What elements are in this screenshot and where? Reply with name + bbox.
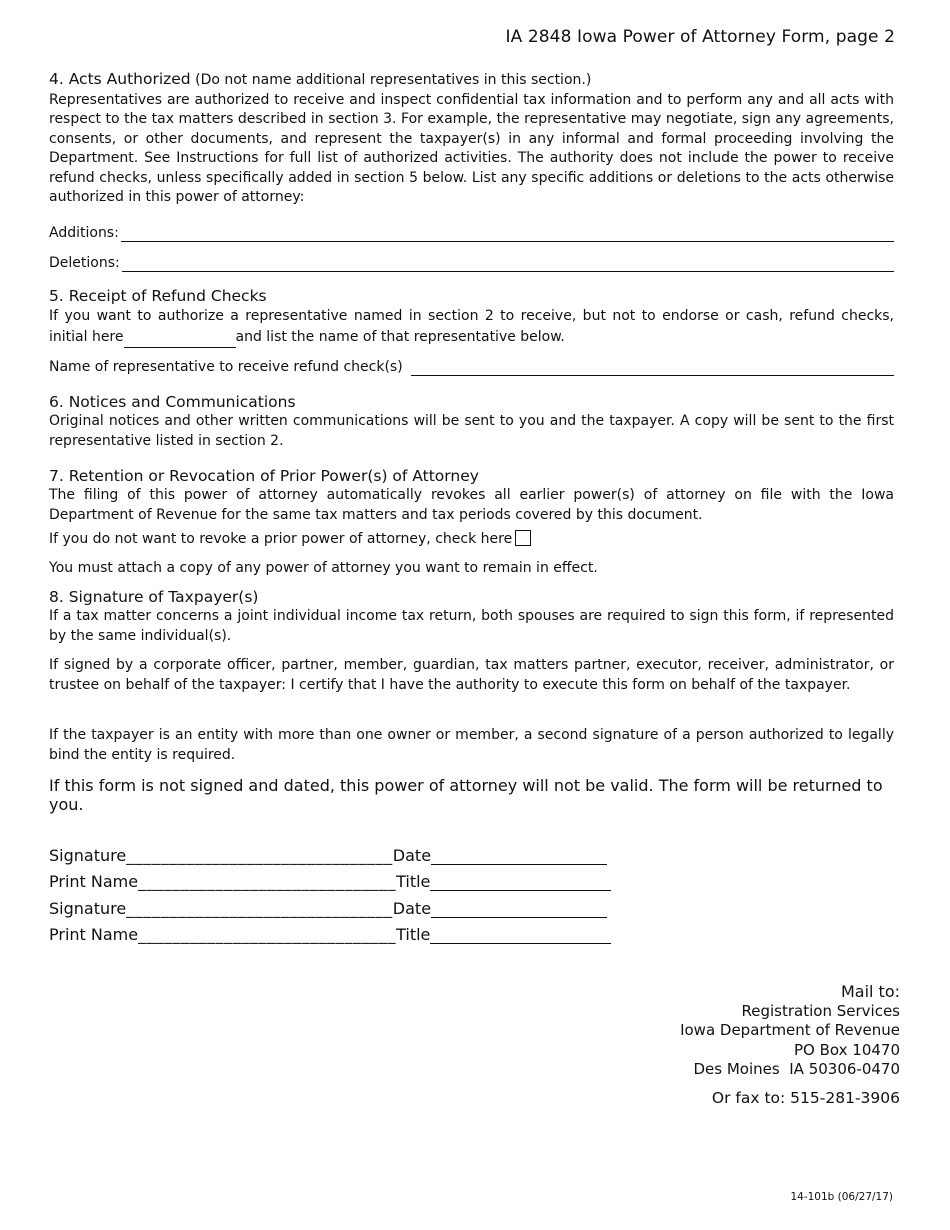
mail-to-block xyxy=(680,982,900,1108)
title-input-2[interactable] xyxy=(430,926,611,944)
section-7-heading: 7. Retention or Revocation of Prior Power(s) of Attorney xyxy=(49,467,479,485)
section-4-heading: 4. Acts Authorized xyxy=(49,70,191,88)
deletions-field-row xyxy=(49,250,894,272)
section-7 xyxy=(49,466,894,525)
title-label-1: Title xyxy=(396,872,431,891)
section-6-heading: 6. Notices and Communications xyxy=(49,393,296,411)
signature-row-2 xyxy=(49,899,607,921)
refund-rep-label: Name of representative to receive refund check(s) xyxy=(49,359,403,375)
mail-address-line-2: Iowa Department of Revenue xyxy=(680,1021,900,1039)
signature-label-2: Signature xyxy=(49,899,127,918)
section-6-body: Original notices and other written communications will be sent to you and the taxpayer. A copy will be sent to the first representative listed in section 2. xyxy=(49,413,894,449)
refund-rep-field-row xyxy=(49,354,894,376)
section-6 xyxy=(49,392,894,451)
signature-label-1: Signature xyxy=(49,846,127,865)
section-8-heading: 8. Signature of Taxpayer(s) xyxy=(49,588,259,606)
section-5-body xyxy=(49,306,894,348)
section-4-note: (Do not name additional representatives in this section.) xyxy=(195,72,592,88)
form-number: 14-101b (06/27/17) xyxy=(790,1191,893,1203)
additions-input[interactable] xyxy=(121,223,894,242)
section-8-paragraph-1: If a tax matter concerns a joint individual income tax return, both spouses are required to sign this form, if represented by the same individual(s). xyxy=(49,608,894,644)
section-4 xyxy=(49,69,894,208)
print-name-line-2[interactable]: ______________________________ xyxy=(138,925,397,944)
section-5 xyxy=(49,286,894,348)
additions-label: Additions: xyxy=(49,225,119,241)
date-input-1[interactable] xyxy=(431,847,607,865)
deletions-label: Deletions: xyxy=(49,255,120,271)
section-8 xyxy=(49,587,894,646)
page-header-title: IA 2848 Iowa Power of Attorney Form, page 2 xyxy=(505,27,895,47)
section-8-paragraph-3: If the taxpayer is an entity with more than one owner or member, a second signature of a person authorized to legally bind the entity is required. xyxy=(49,727,894,763)
refund-rep-input[interactable] xyxy=(411,357,894,376)
section-5-body-part2: and list the name of that representative below. xyxy=(235,329,565,345)
revoke-check-row xyxy=(49,530,894,550)
attach-note: You must attach a copy of any power of attorney you want to remain in effect. xyxy=(49,560,598,576)
section-5-body-part1: If you want to authorize a representative named in section 2 to receive, but not to endorse or cash, refund checks, initial here xyxy=(49,308,894,345)
title-label-2: Title xyxy=(396,925,431,944)
section-4-body: Representatives are authorized to receive and inspect confidential tax information and to perform any and all acts with respect to the tax matters described in section 3. For example, the representative may negotiate, sign any agreements, consents, or other documents, and represent the taxpayer(s) in any informal and formal proceeding involving the Department. See Instructions for full list of authorized activities. The authority does not include the power to receive refund checks, unless specifically added in section 5 below. List any specific additions or deletions to the acts otherwise authorized in this power of attorney: xyxy=(49,91,894,205)
signature-line-1[interactable]: _______________________________ xyxy=(126,846,393,865)
date-label-2: Date xyxy=(392,899,432,918)
print-name-row-2 xyxy=(49,925,611,947)
signature-row-1 xyxy=(49,846,607,868)
mail-address-line-4: Des Moines IA 50306-0470 xyxy=(693,1060,900,1078)
revoke-check-label: If you do not want to revoke a prior power of attorney, check here xyxy=(49,531,513,547)
title-input-1[interactable] xyxy=(430,873,611,891)
mail-address-line-1: Registration Services xyxy=(741,1001,900,1020)
section-8-paragraph-2: If signed by a corporate officer, partner, member, guardian, tax matters partner, executor, receiver, administrator, or trustee on behalf of the taxpayer: I certify that I have the authority to execute this form on behalf of the taxpayer. xyxy=(49,657,894,693)
print-name-label-1: Print Name xyxy=(49,872,139,891)
fax-number: Or fax to: 515-281-3906 xyxy=(711,1088,900,1107)
deletions-input[interactable] xyxy=(122,253,894,272)
refund-initial-input[interactable] xyxy=(124,332,236,348)
section-4-heading-row xyxy=(49,69,894,91)
revoke-prior-checkbox[interactable] xyxy=(515,530,531,546)
print-name-row-1 xyxy=(49,872,611,894)
date-label-1: Date xyxy=(392,846,432,865)
print-name-label-2: Print Name xyxy=(49,925,139,944)
signature-warning: If this form is not signed and dated, this power of attorney will not be valid. The form will be returned to you. xyxy=(49,776,883,814)
mail-address-line-3: PO Box 10470 xyxy=(794,1040,900,1059)
section-7-body: The filing of this power of attorney automatically revokes all earlier power(s) of attorney on file with the Iowa Department of Revenue for the same tax matters and tax periods covered by this document. xyxy=(49,487,894,523)
mail-to-label: Mail to: xyxy=(840,982,900,1001)
additions-field-row xyxy=(49,220,894,242)
date-input-2[interactable] xyxy=(431,900,607,918)
section-5-heading: 5. Receipt of Refund Checks xyxy=(49,287,267,305)
print-name-line-1[interactable]: ______________________________ xyxy=(138,872,397,891)
signature-line-2[interactable]: _______________________________ xyxy=(126,899,393,918)
